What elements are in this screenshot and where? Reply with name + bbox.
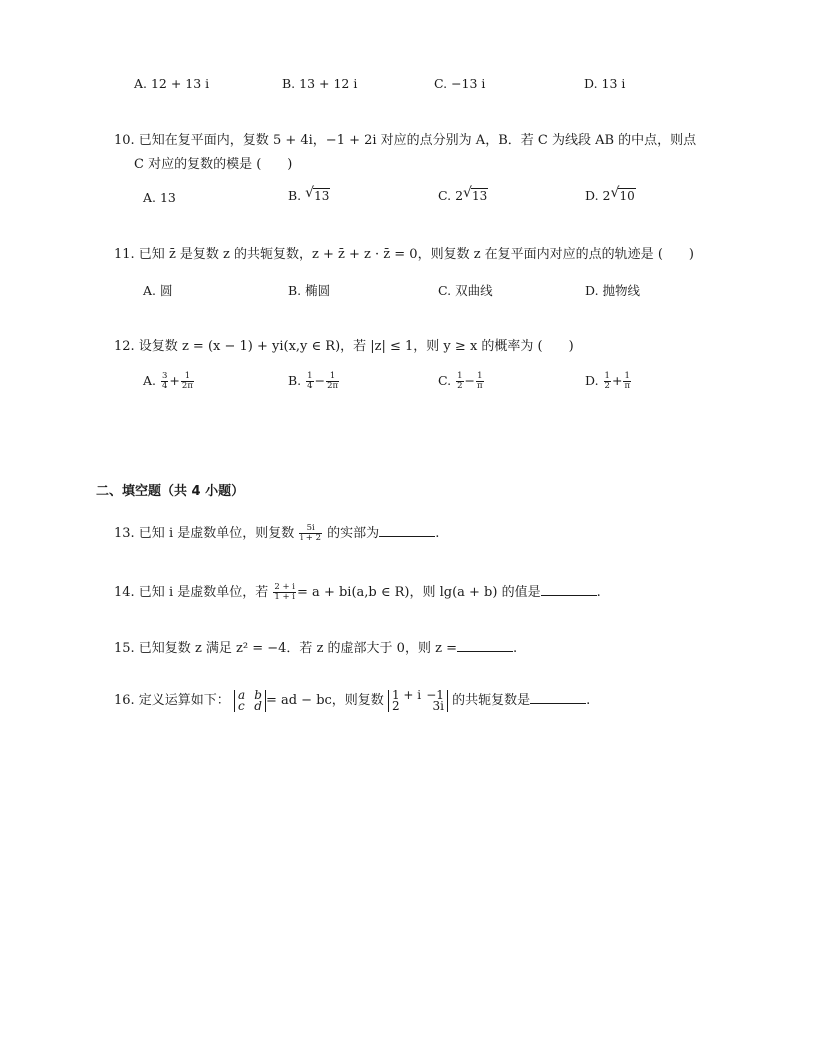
frac-numerator: 5i: [299, 524, 322, 534]
frac-denominator: 1 + i: [274, 592, 296, 602]
q15-text: 15. 已知复数 z 满足 z² = −4．若 z 的虚部大于 0，则 z =: [114, 641, 457, 656]
frac-denominator: π: [624, 381, 631, 391]
q9-option-c: C. −13 i: [434, 76, 486, 91]
q16-suffix: 的共轭复数是: [452, 693, 531, 708]
fraction: [476, 372, 484, 391]
q16-definition-rhs: = ad − bc，则复数: [265, 693, 384, 708]
q13-prefix: 13. 已知 i 是虚数单位，则复数: [114, 526, 295, 541]
q10-option-b: [288, 185, 330, 203]
frac-numerator: 1: [326, 372, 339, 382]
fraction: [326, 372, 339, 391]
fraction: [181, 372, 194, 391]
det-entry: −1: [426, 687, 444, 702]
q10-option-d: [585, 185, 636, 203]
operator: +: [611, 373, 623, 388]
q12-option-c: [438, 372, 485, 391]
period: .: [435, 526, 440, 541]
q10-stem-line1: 10. 已知在复平面内，复数 5 + 4i，−1 + 2i 对应的点分别为 A，B．若 C 为线段 AB 的中点，则点: [114, 133, 697, 148]
q11-option-d: D. 抛物线: [585, 283, 641, 298]
q16-stem: [114, 689, 590, 712]
det-entry: 3i: [432, 698, 444, 713]
q10-option-d-radicand: 10: [619, 189, 635, 203]
q14-stem: [114, 581, 601, 602]
frac-denominator: 4: [162, 381, 168, 391]
det-entry: d: [254, 698, 262, 713]
frac-numerator: 1: [307, 371, 313, 381]
q10-option-c-radicand: 13: [472, 189, 488, 203]
answer-blank[interactable]: [530, 691, 586, 704]
fraction: [604, 372, 611, 391]
q16-prefix: 16. 定义运算如下：: [114, 693, 230, 708]
q11-option-b: B. 椭圆: [288, 283, 331, 298]
q12-option-d: [585, 372, 632, 391]
q10-option-d-label: D. 2: [585, 188, 611, 203]
det-entry: 1 + i: [391, 687, 422, 702]
frac-numerator: 3: [162, 371, 168, 381]
q10-option-c: [438, 185, 488, 203]
frac-numerator: 1: [181, 372, 194, 382]
answer-blank[interactable]: [541, 583, 597, 596]
det-entry: 2: [391, 698, 400, 713]
frac-denominator: 2π: [181, 381, 193, 391]
frac-numerator: 1: [477, 371, 483, 381]
sqrt-symbol: √ 13: [463, 185, 488, 203]
fraction: [456, 372, 463, 391]
q12-option-c-label: C.: [438, 373, 452, 388]
frac-denominator: 2: [457, 381, 463, 391]
frac-denominator: i + 2: [300, 533, 322, 543]
q11-option-a: A. 圆: [143, 283, 173, 298]
operator: −: [314, 373, 326, 388]
q9-option-d: D. 13 i: [584, 76, 626, 91]
fraction: [161, 372, 168, 391]
operator: +: [169, 373, 180, 388]
q13-suffix: 的实部为: [327, 526, 380, 541]
q10-option-a: A. 13: [143, 190, 176, 205]
q9-option-a: A. 12 + 13 i: [134, 76, 210, 91]
fraction: [299, 524, 322, 543]
q15-stem: [114, 637, 517, 656]
q12-option-a-label: A.: [143, 373, 157, 388]
period: .: [512, 641, 518, 656]
period: .: [586, 693, 591, 708]
q11-option-c: C. 双曲线: [438, 283, 493, 298]
det-entry: a: [237, 687, 246, 702]
det-entry: b: [254, 687, 262, 702]
answer-blank[interactable]: [457, 639, 513, 652]
frac-numerator: 2 + i: [274, 582, 296, 592]
q14-equation: = a + bi(a,b ∈ R)，则 lg(a + b) 的值是: [297, 585, 541, 600]
frac-denominator: π: [476, 381, 483, 391]
q12-option-d-label: D.: [585, 373, 599, 388]
q10-option-c-label: C. 2: [438, 188, 464, 203]
q12-option-b: [288, 372, 340, 391]
operator: −: [464, 373, 475, 388]
determinant-matrix: [388, 687, 448, 713]
fraction: [306, 372, 313, 391]
q12-stem: 12. 设复数 z = (x − 1) + yi(x,y ∈ R)，若 |z| ≤ 1，则 y ≥ x 的概率为 ( ): [114, 339, 574, 354]
frac-numerator: 1: [624, 371, 630, 381]
det-entry: c: [237, 698, 245, 713]
q10-option-b-label: B.: [288, 188, 306, 203]
q9-option-b: B. 13 + 12 i: [282, 76, 358, 91]
sqrt-symbol: √ 10: [610, 185, 635, 203]
frac-numerator: 1: [457, 371, 463, 381]
q13-stem: [114, 522, 439, 543]
determinant-definition: [234, 687, 266, 713]
frac-denominator: 2π: [327, 381, 339, 391]
frac-denominator: 2: [604, 381, 610, 391]
fraction: [623, 372, 631, 391]
section-heading-fill-in: 二、填空题（共 4 小题）: [96, 484, 245, 499]
q14-prefix: 14. 已知 i 是虚数单位，若: [114, 585, 269, 600]
q12-option-b-label: B.: [288, 373, 302, 388]
sqrt-symbol: √ 13: [305, 185, 330, 203]
q12-option-a: [143, 372, 195, 391]
q10-option-b-radicand: 13: [314, 189, 330, 203]
frac-denominator: 4: [307, 381, 313, 391]
period: .: [596, 585, 601, 600]
answer-blank[interactable]: [379, 524, 435, 537]
frac-numerator: 1: [604, 371, 610, 381]
q11-stem: 11. 已知 z̄ 是复数 z 的共轭复数，z + z̄ + z · z̄ = 0，则复数 z 在复平面内对应的点的轨迹是 ( ): [114, 247, 694, 262]
fraction: [273, 583, 296, 602]
q10-stem-line2: C 对应的复数的模是 ( ): [134, 157, 293, 172]
